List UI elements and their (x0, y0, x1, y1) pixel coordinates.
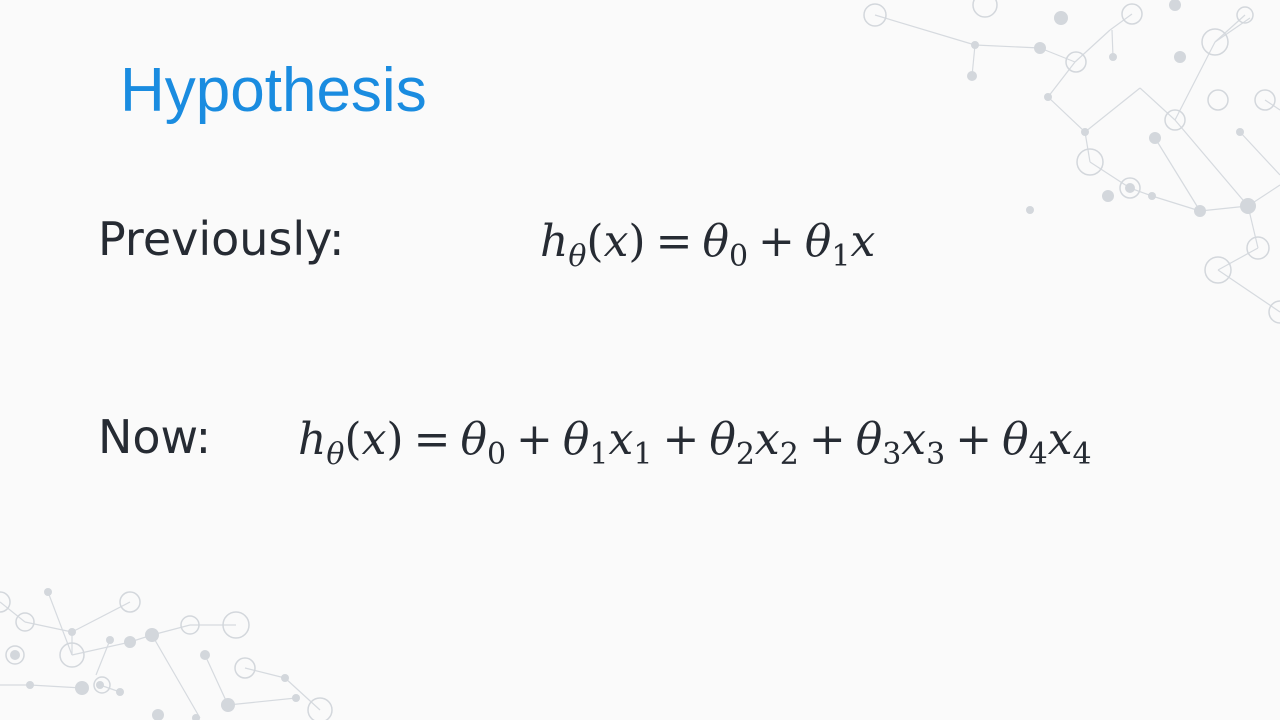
network-decoration-bottom-left (0, 580, 360, 720)
network-decoration-top-right (850, 0, 1280, 330)
slide-title: Hypothesis (120, 56, 427, 125)
current-hypothesis-formula: $h_\theta(x) = \theta_0 + \theta_1x_1 + \theta_2x_2 + \theta_3x_3 + \theta_4x_4$ (298, 414, 1092, 472)
now-label: Now: (98, 410, 212, 464)
previous-hypothesis-formula: $h_\theta(x) = \theta_0 + \theta_1x$ (540, 216, 876, 274)
previously-label: Previously: (98, 212, 345, 266)
